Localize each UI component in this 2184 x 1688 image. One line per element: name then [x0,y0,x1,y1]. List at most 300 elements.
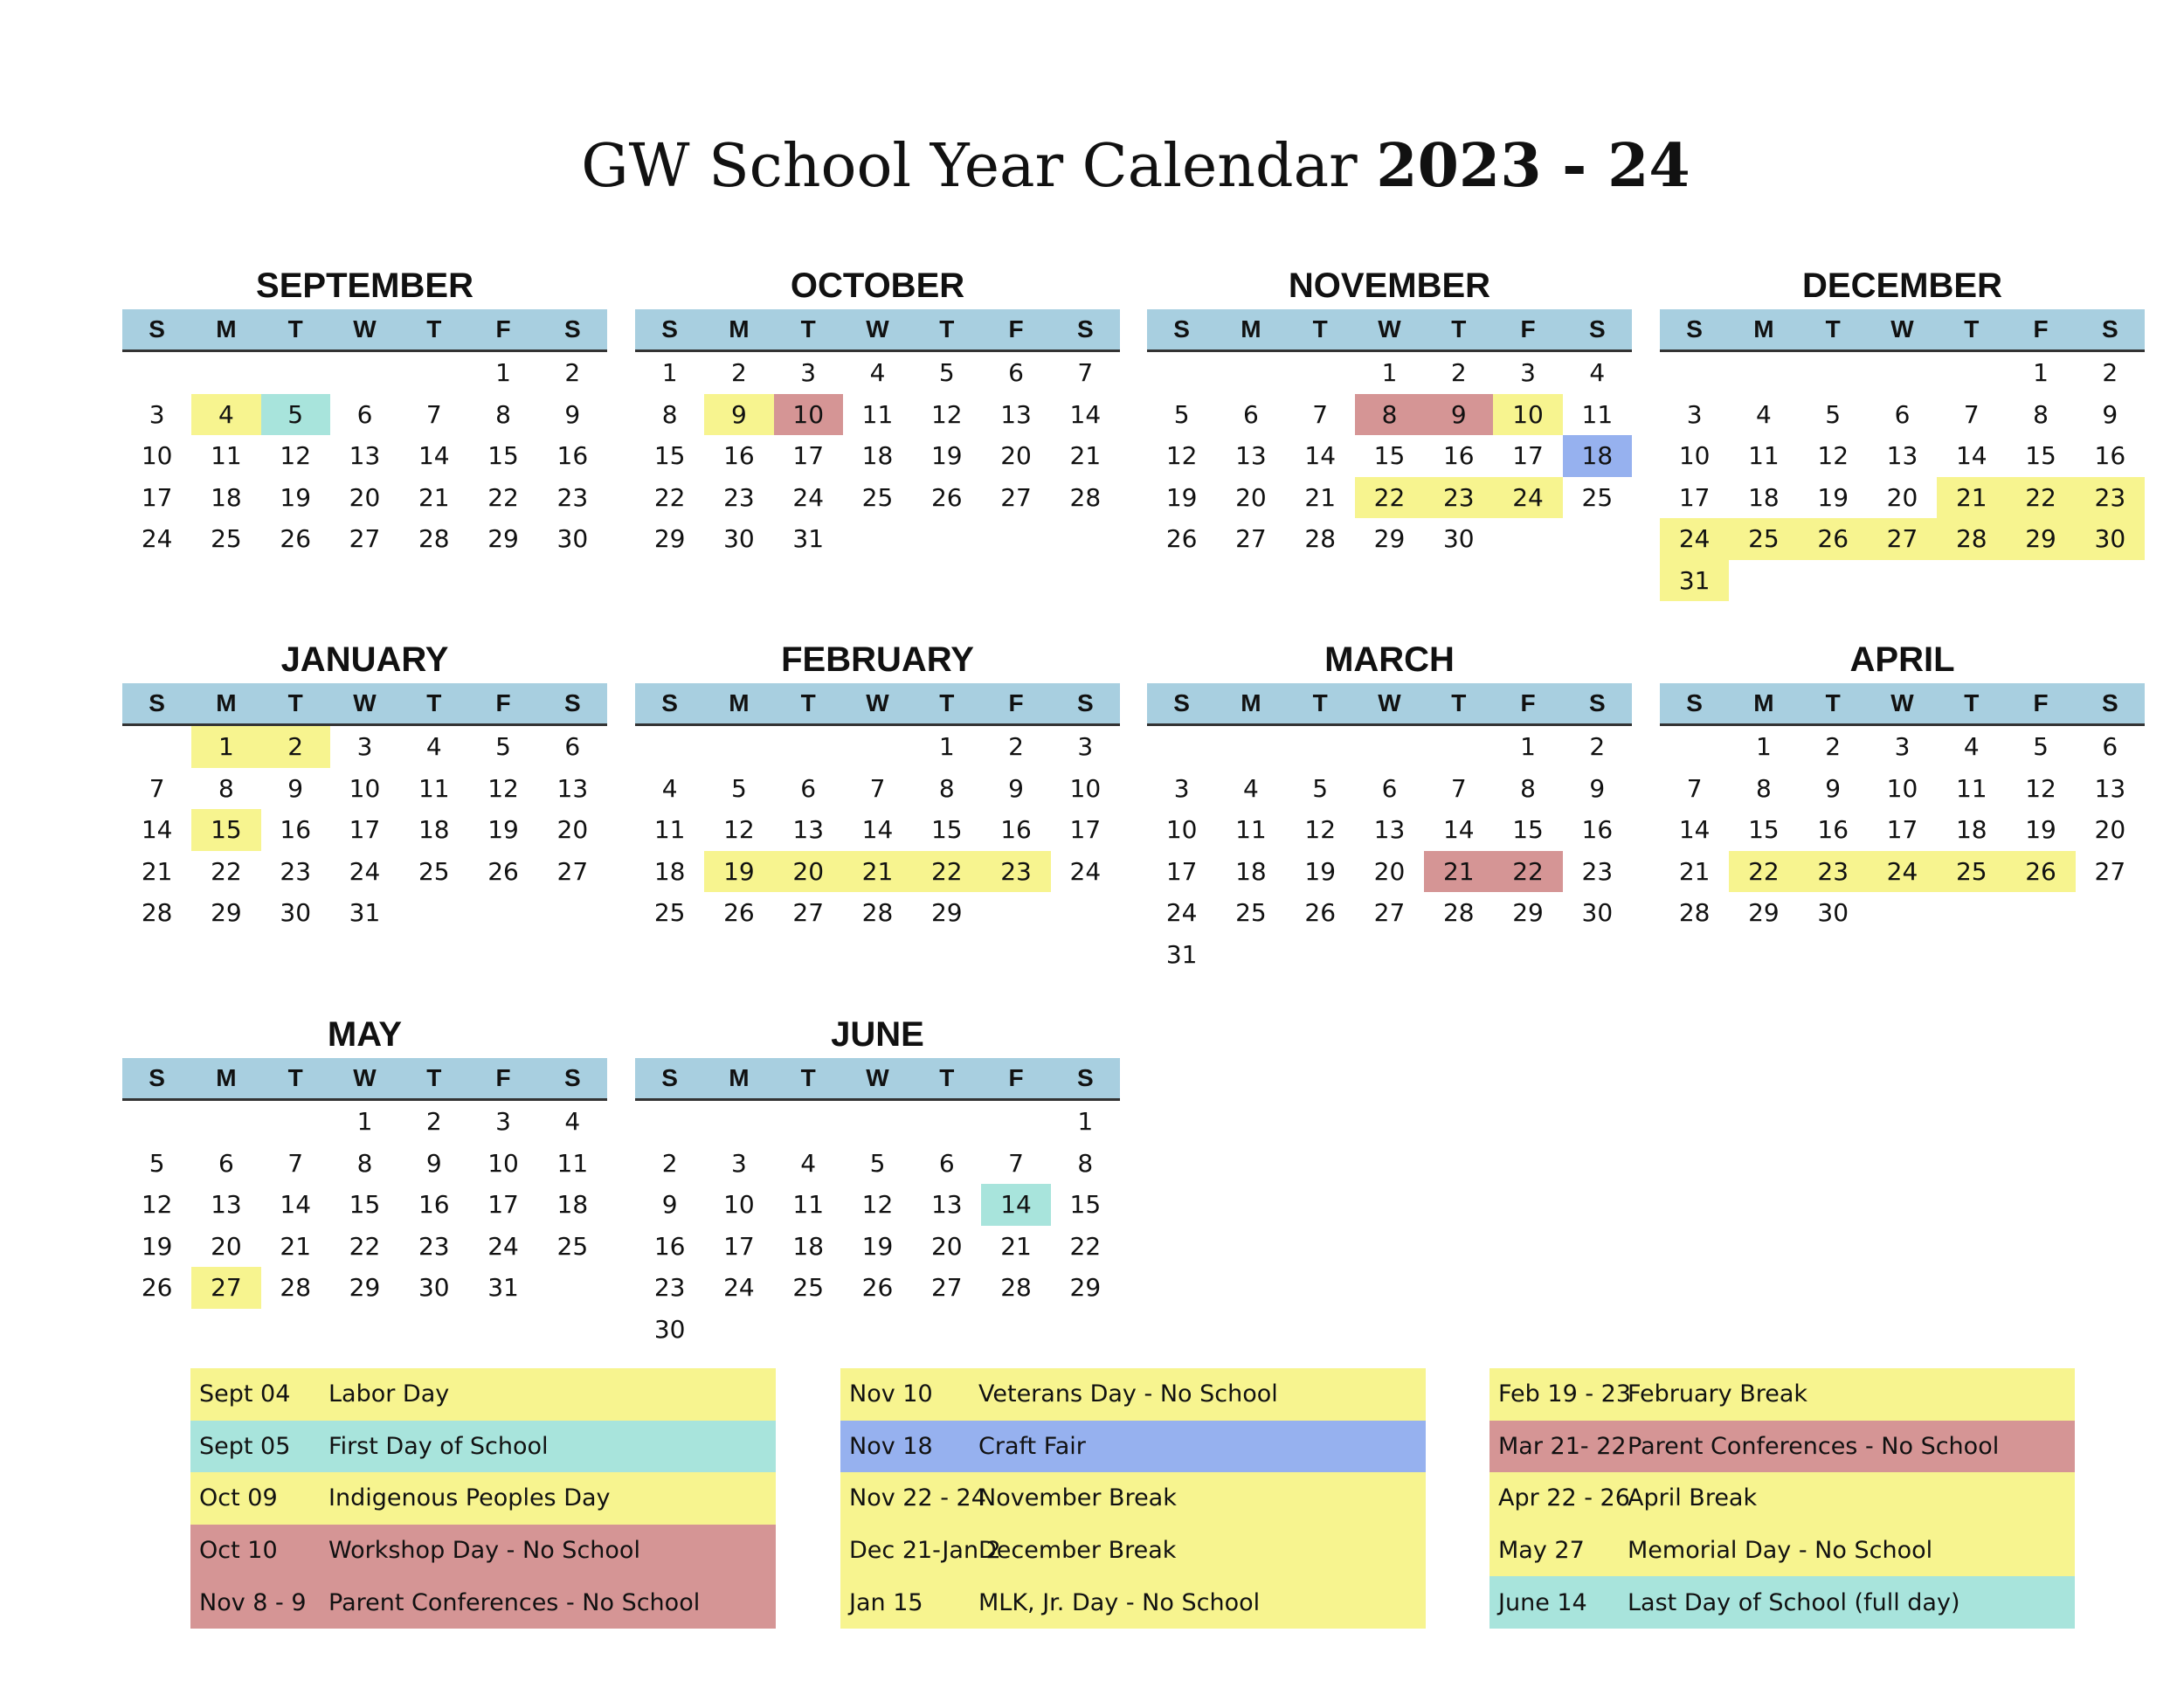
day-cell: 28 [1000,1273,1032,1302]
empty-day [1051,518,1120,560]
day-cell: 3 [1686,399,1703,429]
day-cell: 28 [1442,898,1475,927]
empty-day [261,1101,330,1143]
weekday-header: W [353,1064,377,1091]
day-cell: 24 [1868,851,1937,893]
weekday-header: T [800,1064,816,1091]
week-row [1147,518,1632,560]
day-cell: 30 [1581,898,1614,927]
empty-day [2006,560,2075,602]
month-january [122,636,607,934]
day-cell: 13 [1000,399,1032,429]
day-cell: 10 [349,773,381,803]
day-cell: 20 [1235,482,1267,512]
weekday-header: S [1173,315,1190,342]
day-cell: 14 [1442,815,1475,844]
empty-day [774,1309,843,1351]
day-cell: 17 [723,1231,755,1261]
day-cell: 28 [1678,898,1711,927]
week-row [1660,518,2145,560]
day-cell: 28 [1937,518,2006,560]
weekday-header: S [1076,689,1094,716]
day-cell: 26 [280,524,312,553]
day-cell: 30 [1442,524,1475,553]
weekday-header-row [635,309,1120,352]
empty-day [122,352,191,394]
legend-item [1489,1472,2075,1525]
day-cell: 8 [356,1148,373,1178]
weekday-header: T [1312,315,1328,342]
weekday-header-row [122,309,607,352]
empty-day [1493,934,1562,976]
day-cell: 23 [2076,477,2145,519]
day-cell: 25 [861,482,894,512]
week-row [635,435,1120,477]
day-cell: 11 [211,441,242,470]
week-row [1660,477,2145,519]
day-cell: 4 [191,394,260,436]
day-cell: 3 [800,358,817,387]
day-cell: 6 [1894,399,1911,429]
day-cell: 28 [1304,524,1337,553]
weekday-header: W [1378,689,1401,716]
empty-day [538,892,607,934]
day-cell: 31 [792,524,825,553]
week-row [1147,768,1632,810]
day-cell: 5 [495,732,511,761]
day-cell: 8 [1520,773,1536,803]
empty-day [1660,726,1729,768]
empty-day [981,1309,1050,1351]
weekday-header: F [1008,1064,1024,1091]
day-cell: 2 [564,358,581,387]
legend-item [840,1368,1426,1421]
week-row [1147,477,1632,519]
day-cell: 28 [1069,482,1102,512]
empty-day [1424,726,1493,768]
week-row [635,394,1120,436]
legend-date: Feb 19 - 23 [1498,1380,1632,1408]
legend-date: Apr 22 - 26 [1498,1484,1630,1512]
day-cell: 7 [1008,1148,1024,1178]
empty-day [122,726,191,768]
weekday-header: F [2033,315,2049,342]
weekday-header-row [122,1058,607,1101]
legend-column [840,1368,1426,1629]
day-cell: 8 [661,399,678,429]
day-cell: 10 [1165,815,1198,844]
day-cell: 17 [1165,856,1198,886]
day-cell: 5 [731,773,747,803]
day-cell: 3 [1077,732,1094,761]
day-cell: 3 [1894,732,1911,761]
week-row [122,1267,607,1309]
day-cell: 17 [349,815,381,844]
legend-label: Memorial Day - No School [1628,1537,1933,1565]
empty-day [2076,892,2145,934]
day-cell: 18 [556,1190,589,1219]
day-cell: 13 [2094,773,2126,803]
day-cell: 3 [1520,358,1536,387]
day-cell: 16 [1442,441,1475,470]
day-cell: 10 [141,441,173,470]
weekday-header: T [287,689,303,716]
day-cell: 16 [653,1231,686,1261]
empty-day [191,352,260,394]
week-row [122,809,607,851]
day-cell: 5 [2033,732,2049,761]
month-name: MAY [327,1015,403,1054]
day-cell: 15 [930,815,963,844]
day-cell: 25 [1937,851,2006,893]
day-cell: 12 [141,1190,173,1219]
day-cell: 15 [653,441,686,470]
day-cell: 8 [495,399,511,429]
day-cell: 14 [1069,399,1102,429]
day-cell: 16 [280,815,312,844]
month-name: DECEMBER [1802,266,2002,305]
empty-day [2006,892,2075,934]
weekday-header: T [426,1064,442,1091]
day-cell: 3 [1173,773,1190,803]
day-cell: 18 [1748,482,1780,512]
weekday-header: W [1890,689,1914,716]
title-main: GW School Year Calendar [581,132,1358,201]
weekday-header: S [1076,315,1094,342]
day-cell: 23 [653,1273,686,1302]
week-row [1147,934,1632,976]
day-cell: 30 [280,898,312,927]
month-december [1660,262,2145,601]
day-cell: 4 [564,1107,581,1136]
day-cell: 23 [1581,856,1614,886]
day-cell: 18 [211,482,242,512]
day-cell: 15 [1069,1190,1102,1219]
week-row [635,352,1120,394]
day-cell: 27 [556,856,589,886]
week-row [122,726,607,768]
day-cell: 28 [418,524,450,553]
weekday-header: W [866,1064,889,1091]
weekday-header: T [1451,689,1467,716]
month-november [1147,262,1632,560]
day-cell: 23 [280,856,312,886]
empty-day [704,1309,773,1351]
day-cell: 29 [1512,898,1544,927]
week-row [122,1143,607,1185]
day-cell: 25 [1235,898,1267,927]
day-cell: 3 [356,732,373,761]
day-cell: 26 [1799,518,1868,560]
day-cell: 13 [1886,441,1918,470]
day-cell: 4 [425,732,442,761]
day-cell: 25 [1581,482,1614,512]
empty-day [981,518,1050,560]
day-cell: 27 [792,898,825,927]
day-cell: 28 [861,898,894,927]
legend-date: Mar 21- 22 [1498,1432,1627,1460]
month-february [635,636,1120,934]
legend-date: May 27 [1498,1537,1585,1565]
day-cell: 4 [1963,732,1980,761]
day-cell: 23 [981,851,1050,893]
day-cell: 18 [653,856,686,886]
day-cell: 2 [261,726,330,768]
day-cell: 21 [1424,851,1493,893]
day-cell: 19 [141,1231,173,1261]
week-row [635,768,1120,810]
empty-day [2076,560,2145,602]
empty-day [538,1267,607,1309]
day-cell: 6 [1008,358,1024,387]
day-cell: 2 [661,1148,678,1178]
weekday-header: T [1451,315,1467,342]
day-cell: 7 [1077,358,1094,387]
week-row [122,518,607,560]
day-cell: 21 [280,1231,312,1261]
day-cell: 27 [2094,856,2126,886]
day-cell: 22 [1069,1231,1102,1261]
day-cell: 12 [487,773,519,803]
day-cell: 27 [191,1267,260,1309]
day-cell: 5 [869,1148,886,1178]
day-cell: 7 [425,399,442,429]
day-cell: 16 [418,1190,450,1219]
week-row [122,352,607,394]
legend-item [1489,1368,2075,1421]
weekday-header: S [1588,689,1606,716]
day-cell: 8 [1077,1148,1094,1178]
day-cell: 8 [2033,399,2049,429]
day-cell: 22 [349,1231,381,1261]
empty-day [912,1101,981,1143]
day-cell: 11 [1581,399,1614,429]
day-cell: 29 [2006,518,2075,560]
day-cell: 12 [723,815,755,844]
day-cell: 29 [211,898,242,927]
month-name: JUNE [831,1015,924,1054]
day-cell: 13 [1373,815,1406,844]
weekday-header: T [1825,315,1841,342]
empty-day [261,352,330,394]
weekday-header: S [661,315,678,342]
weekday-header: W [866,315,889,342]
legend-column [190,1368,776,1629]
day-cell: 7 [149,773,165,803]
day-cell: 4 [869,358,886,387]
day-cell: 19 [2025,815,2056,844]
weekday-header: S [563,1064,581,1091]
day-cell: 11 [556,1148,589,1178]
day-cell: 11 [861,399,894,429]
week-row [1147,851,1632,893]
empty-day [635,726,704,768]
week-row [635,1267,1120,1309]
empty-day [1937,892,2006,934]
weekday-header: M [1241,689,1261,716]
day-cell: 22 [2006,477,2075,519]
legend-item [1489,1421,2075,1473]
day-cell: 21 [1937,477,2006,519]
empty-day [1424,934,1493,976]
day-cell: 22 [912,851,981,893]
week-row [635,809,1120,851]
day-cell: 25 [418,856,450,886]
day-cell: 2 [1589,732,1606,761]
day-cell: 19 [1165,482,1198,512]
week-row [1660,892,2145,934]
day-cell: 5 [938,358,955,387]
legend-item [190,1525,776,1577]
empty-day [1660,352,1729,394]
weekday-header: T [287,1064,303,1091]
weekday-header: M [1753,315,1774,342]
weekday-header: S [1076,1064,1094,1091]
day-cell: 23 [1799,851,1868,893]
week-row [635,1101,1120,1143]
day-cell: 27 [1000,482,1032,512]
legend-label: Veterans Day - No School [978,1380,1278,1408]
month-may [122,1011,607,1309]
day-cell: 21 [1000,1231,1032,1261]
empty-day [1868,352,1937,394]
day-cell: 1 [1077,1107,1094,1136]
day-cell: 21 [843,851,912,893]
legend-item [190,1368,776,1421]
day-cell: 25 [211,524,242,553]
legend-item [840,1421,1426,1473]
day-cell: 20 [2094,815,2126,844]
day-cell: 19 [280,482,312,512]
day-cell: 28 [141,898,173,927]
empty-day [399,352,468,394]
weekday-header: S [563,689,581,716]
legend-item [190,1421,776,1473]
day-cell: 25 [556,1231,589,1261]
day-cell: 10 [1886,773,1918,803]
legend-date: Nov 18 [849,1432,933,1460]
month-june [635,1011,1120,1350]
day-cell: 26 [141,1273,173,1302]
legend-label: April Break [1628,1484,1758,1512]
weekday-header: F [1520,689,1536,716]
empty-day [1799,560,1868,602]
day-cell: 16 [2094,441,2126,470]
weekday-header-row [1660,683,2145,726]
legend-date: Nov 8 - 9 [199,1588,307,1616]
page-title [0,131,2184,201]
day-cell: 1 [1381,358,1398,387]
day-cell: 8 [218,773,234,803]
day-cell: 7 [869,773,886,803]
weekday-header: W [353,689,377,716]
empty-day [635,1101,704,1143]
week-row [122,851,607,893]
day-cell: 24 [792,482,825,512]
week-row [1660,809,2145,851]
day-cell: 14 [141,815,173,844]
day-cell: 13 [792,815,825,844]
empty-day [1147,352,1216,394]
day-cell: 10 [1493,394,1562,436]
weekday-header: S [149,315,165,342]
day-cell: 6 [800,773,817,803]
weekday-header: T [287,315,303,342]
day-cell: 30 [556,524,589,553]
empty-day [843,1309,912,1351]
empty-day [330,352,399,394]
day-cell: 30 [2076,518,2145,560]
day-cell: 11 [418,773,450,803]
day-cell: 9 [661,1190,678,1219]
day-cell: 9 [287,773,304,803]
week-row [635,726,1120,768]
legend-item [840,1525,1426,1577]
day-cell: 9 [1424,394,1493,436]
day-cell: 11 [1955,773,1987,803]
day-cell: 7 [1312,399,1329,429]
day-cell: 9 [1008,773,1024,803]
empty-day [1286,934,1355,976]
day-cell: 29 [930,898,963,927]
week-row [635,1226,1120,1268]
day-cell: 15 [349,1190,381,1219]
weekday-header-row [1147,309,1632,352]
day-cell: 7 [1686,773,1703,803]
weekday-header: S [1588,315,1606,342]
weekday-header: W [353,315,377,342]
empty-day [191,1101,260,1143]
day-cell: 13 [1235,441,1267,470]
empty-day [1286,726,1355,768]
week-row [635,1184,1120,1226]
month-name: NOVEMBER [1288,266,1491,305]
day-cell: 26 [1165,524,1198,553]
legend-label: Labor Day [328,1380,450,1408]
legend-label: Workshop Day - No School [328,1537,640,1565]
day-cell: 10 [1069,773,1102,803]
week-row [122,477,607,519]
day-cell: 17 [1512,441,1544,470]
day-cell: 2 [2102,358,2118,387]
day-cell: 17 [792,441,825,470]
empty-day [981,892,1050,934]
day-cell: 14 [861,815,894,844]
week-row [122,1184,607,1226]
day-cell: 22 [1729,851,1798,893]
day-cell: 9 [2102,399,2118,429]
day-cell: 22 [1493,851,1562,893]
day-cell: 2 [1008,732,1024,761]
day-cell: 23 [418,1231,450,1261]
legend-label: MLK, Jr. Day - No School [978,1588,1261,1616]
empty-day [1729,352,1798,394]
weekday-header: S [2101,689,2118,716]
weekday-header: T [800,315,816,342]
day-cell: 21 [1304,482,1337,512]
empty-day [1051,1309,1120,1351]
empty-day [1563,934,1632,976]
month-name: APRIL [1849,640,1955,679]
day-cell: 11 [1748,441,1780,470]
month-october [635,262,1120,560]
day-cell: 26 [1304,898,1337,927]
day-cell: 8 [938,773,955,803]
legend-label: December Break [978,1537,1177,1565]
day-cell: 11 [792,1190,825,1219]
weekday-header: M [1753,689,1774,716]
day-cell: 2 [1825,732,1842,761]
